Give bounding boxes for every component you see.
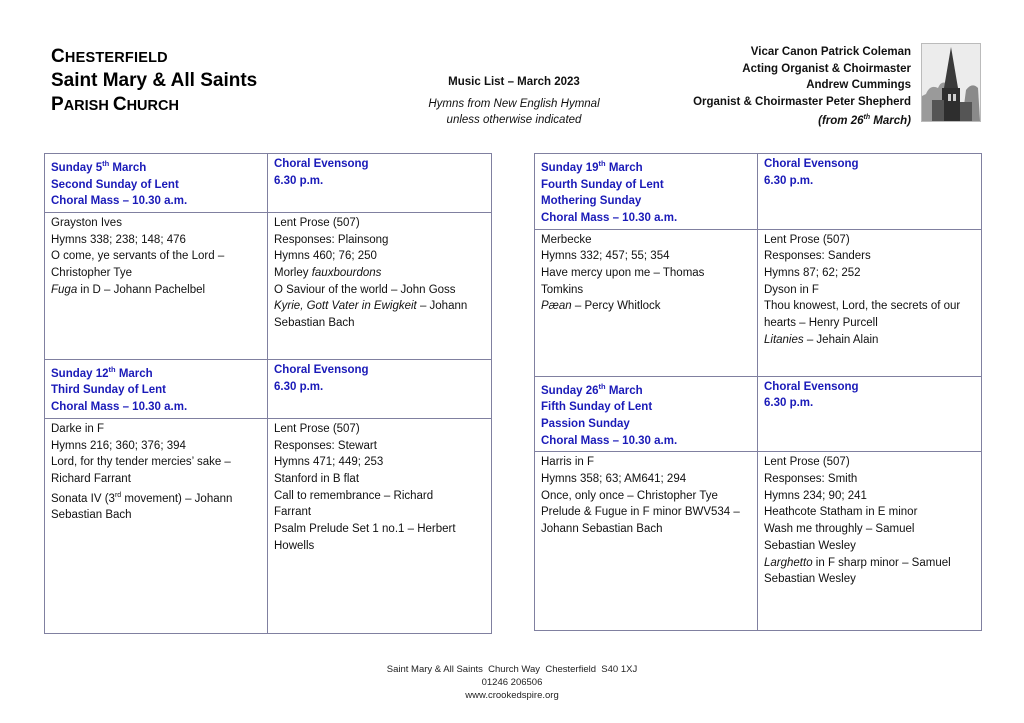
week-4-evensong-label: Choral Evensong [764,380,859,393]
list-item: Hymns 460; 76; 250 [274,250,377,263]
list-item: Lent Prose (507) [274,422,360,435]
week-4-date: Sunday 26th March [541,381,643,397]
list-item: Tomkins [541,283,584,296]
staff-acting-organist: Acting Organist & Choirmaster [742,62,911,75]
week-2-mass-header [45,359,268,418]
staff-organist: Organist & Choirmaster Peter Shepherd [693,95,911,108]
list-item: Hymns 358; 63; AM641; 294 [541,472,687,485]
week-4-mass-music [535,452,758,631]
list-item: Sebastian Bach [51,509,132,522]
list-item: Lent Prose (507) [274,216,360,229]
list-item: Call to remembrance – Richard [274,489,434,502]
week-2-evensong-time: 6.30 p.m. [274,380,324,393]
week-4-evensong-time: 6.30 p.m. [764,397,814,410]
week-2-mass-label: Choral Mass – 10.30 a.m. [51,401,188,414]
list-item: Hymns 332; 457; 55; 354 [541,250,670,263]
week-3-header-row [535,154,982,230]
list-item: Lent Prose (507) [764,456,850,469]
list-item: Hymns 87; 62; 252 [764,267,861,280]
list-item: Larghetto in F sharp minor – Samuel [764,556,951,569]
week-1-body-row [45,212,492,359]
week-3-evensong-label: Choral Evensong [764,158,859,170]
list-item: Have mercy upon me – Thomas [541,267,705,280]
week-4-extra: Passion Sunday [541,417,630,430]
list-item: Kyrie, Gott Vater in Ewigkeit – Johann [274,300,468,313]
week-4-mass-label: Choral Mass – 10.30 a.m. [541,434,678,447]
list-item: Prelude & Fugue in F minor BWV534 – [541,506,740,519]
week-2-date: Sunday 12th March [51,364,153,380]
list-item: Wash me throughly – Samuel [764,523,915,536]
week-1-date: Sunday 5th March [51,159,147,174]
church-name-line-3: PARISH CHURCH [51,94,179,115]
left-schedule-table [44,153,492,634]
right-schedule-table [534,153,982,631]
week-2-evensong-label: Choral Evensong [274,363,369,376]
list-item: Lord, for thy tender mercies’ sake – [51,456,231,469]
list-item: Fuga in D – Johann Pachelbel [51,283,206,296]
week-1-mass-label: Choral Mass – 10.30 a.m. [51,195,188,208]
week-1-evensong-time: 6.30 p.m. [274,174,324,187]
footer [0,663,1024,702]
list-item: Christopher Tye [51,267,132,280]
list-item: Responses: Stewart [274,439,377,452]
church-spire-icon [922,44,980,121]
week-2-mass-music [45,418,268,633]
church-name-line-2: Saint Mary & All Saints [51,70,258,91]
staff-list [693,44,911,129]
list-item: Lent Prose (507) [764,233,850,246]
list-item: Richard Farrant [51,472,131,485]
music-list-title: Music List – March 2023 [448,76,580,88]
church-title [51,46,257,118]
list-item: Heathcote Statham in E minor [764,506,918,519]
week-3-body-row [535,229,982,376]
list-item: O come, ye servants of the Lord – [51,250,225,263]
week-2-body-row [45,418,492,633]
hymn-note-line-1: Hymns from New English Hymnal [428,98,600,110]
staff-acting-organist-name: Andrew Cummings [806,79,911,91]
list-item: Hymns 338; 238; 148; 476 [51,233,186,246]
list-item: Merbecke [541,233,592,246]
church-spire-photo [921,43,981,122]
staff-from-date: (from 26th March) [818,114,911,127]
week-1-header-row [45,154,492,213]
list-item: Grayston Ives [51,216,122,229]
week-4-name: Fifth Sunday of Lent [541,401,653,414]
week-3-name: Fourth Sunday of Lent [541,178,664,191]
list-item: Stanford in B flat [274,472,360,485]
footer-website: www.crookedspire.org [465,690,559,701]
list-item: Once, only once – Christopher Tye [541,489,718,502]
footer-phone: 01246 206506 [481,677,543,688]
list-item: Psalm Prelude Set 1 no.1 – Herbert [274,523,456,536]
week-1-mass-header [45,154,268,213]
list-item: Hymns 471; 449; 253 [274,456,384,469]
music-list-header [400,76,628,128]
week-4-evensong-header [758,376,982,452]
hymn-note-line-2: unless otherwise indicated [446,114,582,126]
week-3-mass-music [535,229,758,376]
church-name-line-1: CHESTERFIELD [51,46,168,67]
week-3-mass-header [535,154,758,230]
list-item: hearts – Henry Purcell [764,317,878,330]
list-item: O Saviour of the world – John Goss [274,283,456,296]
week-4-body-row [535,452,982,631]
list-item: Darke in F [51,422,105,435]
list-item: Responses: Sanders [764,250,871,263]
list-item: Dyson in F [764,283,819,296]
list-item: Howells [274,539,315,552]
week-1-name: Second Sunday of Lent [51,178,179,191]
footer-address: Saint Mary & All Saints Church Way Chesterfield S40 1XJ [386,664,638,675]
week-3-evensong-header [758,154,982,230]
list-item: Sebastian Wesley [764,573,856,586]
week-4-evensong-music [758,452,982,631]
week-3-evensong-music [758,229,982,376]
week-2-evensong-header [268,359,492,418]
list-item: Sebastian Wesley [764,539,856,552]
week-4-header-row [535,376,982,452]
week-3-extra: Mothering Sunday [541,195,642,208]
list-item: Litanies – Jehain Alain [764,333,879,346]
week-2-header-row [45,359,492,418]
week-3-mass-label: Choral Mass – 10.30 a.m. [541,211,678,224]
list-item: Harris in F [541,456,595,469]
list-item: Johann Sebastian Bach [541,523,663,536]
list-item: Pæan – Percy Whitlock [541,300,661,313]
week-1-evensong-label: Choral Evensong [274,158,369,170]
list-item: Morley fauxbourdons [274,267,382,280]
list-item: Sebastian Bach [274,317,355,330]
week-2-evensong-music [268,418,492,633]
week-2-name: Third Sunday of Lent [51,384,166,397]
week-1-evensong-header [268,154,492,213]
week-1-evensong-music [268,212,492,359]
list-item: Thou knowest, Lord, the secrets of our [764,300,961,313]
list-item: Hymns 216; 360; 376; 394 [51,439,186,452]
week-1-mass-music [45,212,268,359]
week-3-date: Sunday 19th March [541,159,643,174]
staff-vicar: Vicar Canon Patrick Coleman [750,46,911,58]
list-item: Farrant [274,506,312,519]
list-item: Responses: Plainsong [274,233,389,246]
list-item: Sonata IV (3rd movement) – Johann [51,491,233,505]
week-4-mass-header [535,376,758,452]
week-3-evensong-time: 6.30 p.m. [764,174,814,187]
list-item: Responses: Smith [764,472,858,485]
list-item: Hymns 234; 90; 241 [764,489,867,502]
